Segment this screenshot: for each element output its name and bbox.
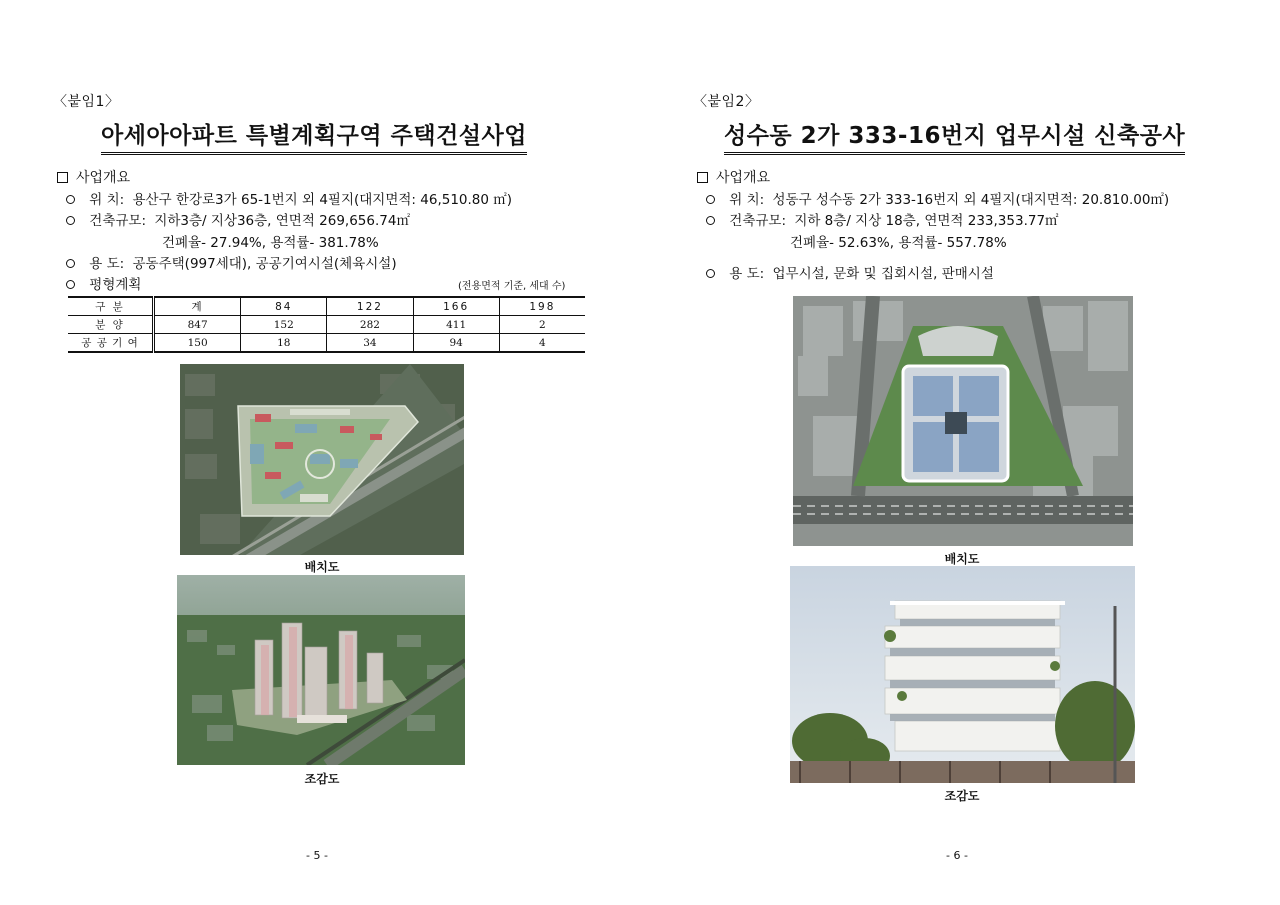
table-cell: 282 (327, 316, 413, 334)
ratio-row: 건폐율- 27.94%, 용적률- 381.78% (162, 235, 379, 251)
table-header-row (68, 297, 585, 316)
page-title: 아세아아파트 특별계획구역 주택건설사업 (101, 117, 527, 155)
birds-eye-image (177, 575, 465, 765)
table-cell: 2 (499, 316, 585, 334)
site-plan-caption: 배치도 (304, 560, 340, 574)
circle-bullet-icon (66, 216, 75, 225)
table-cell: 18 (241, 334, 327, 353)
checkbox-square-icon (697, 172, 708, 183)
site-plan-image (180, 364, 464, 555)
table-header-cell: 84 (241, 297, 327, 316)
use-label: 용 도: (729, 266, 765, 282)
table-cell: 411 (413, 316, 499, 334)
page-6 (640, 0, 1280, 905)
location-label: 위 치: (729, 192, 765, 208)
attachment-label: 〈붙임2〉 (693, 94, 760, 110)
use-label: 용 도: (89, 256, 125, 272)
birds-eye-image (790, 566, 1135, 783)
section-heading-text: 사업개요 (716, 170, 771, 186)
scale-row (706, 209, 1059, 229)
checkbox-square-icon (57, 172, 68, 183)
table-header-cell: 166 (413, 297, 499, 316)
scale-row (66, 209, 410, 229)
circle-bullet-icon (706, 216, 715, 225)
site-plan-image (793, 296, 1133, 546)
location-row (66, 188, 512, 208)
table-cell: 94 (413, 334, 499, 353)
table-header-cell: 198 (499, 297, 585, 316)
attachment-label: 〈붙임1〉 (53, 94, 120, 110)
table-cell: 847 (154, 316, 241, 334)
birds-eye-caption: 조감도 (304, 772, 340, 786)
unit-plan-table (68, 296, 585, 353)
page-title: 성수동 2가 333-16번지 업무시설 신축공사 (724, 117, 1185, 155)
table-cell: 공 공 기 여 (68, 334, 154, 353)
location-row (706, 188, 1169, 208)
section-heading (697, 167, 770, 187)
table-header-cell: 계 (154, 297, 241, 316)
plan-row (66, 273, 141, 293)
table-cell: 4 (499, 334, 585, 353)
scale-label: 건축규모: (729, 213, 787, 229)
circle-bullet-icon (66, 195, 75, 204)
table-cell: 분 양 (68, 316, 154, 334)
scale-label: 건축규모: (89, 213, 147, 229)
circle-bullet-icon (66, 259, 75, 268)
plan-label: 평형계획 (89, 277, 142, 293)
circle-bullet-icon (706, 269, 715, 278)
table-cell: 150 (154, 334, 241, 353)
table-cell: 34 (327, 334, 413, 353)
plan-note: (전용면적 기준, 세대 수) (458, 281, 566, 292)
circle-bullet-icon (66, 280, 75, 289)
section-heading-text: 사업개요 (76, 170, 131, 186)
page-number: - 6 - (946, 849, 968, 862)
table-row (68, 334, 585, 353)
location-value: 용산구 한강로3가 65-1번지 외 4필지(대지면적: 46,510.80 ㎡) (132, 192, 513, 208)
use-row (66, 252, 397, 272)
page-number: - 5 - (306, 849, 328, 862)
table-cell: 152 (241, 316, 327, 334)
ratio-row: 건폐율- 52.63%, 용적률- 557.78% (790, 235, 1007, 251)
location-label: 위 치: (89, 192, 125, 208)
use-row (706, 262, 994, 282)
table-header-cell: 구 분 (68, 297, 154, 316)
table-header-cell: 122 (327, 297, 413, 316)
site-plan-caption: 배치도 (944, 552, 980, 566)
table-row (68, 316, 585, 334)
location-value: 성동구 성수동 2가 333-16번지 외 4필지(대지면적: 20.810.00㎡) (772, 192, 1170, 208)
scale-value: 지하3층/ 지상36층, 연면적 269,656.74㎡ (154, 213, 410, 229)
section-heading (57, 167, 130, 187)
circle-bullet-icon (706, 195, 715, 204)
use-value: 공동주택(997세대), 공공기여시설(체육시설) (132, 256, 397, 272)
use-value: 업무시설, 문화 및 집회시설, 판매시설 (772, 266, 994, 282)
scale-value: 지하 8층/ 지상 18층, 연면적 233,353.77㎡ (794, 213, 1059, 229)
birds-eye-caption: 조감도 (944, 789, 980, 803)
